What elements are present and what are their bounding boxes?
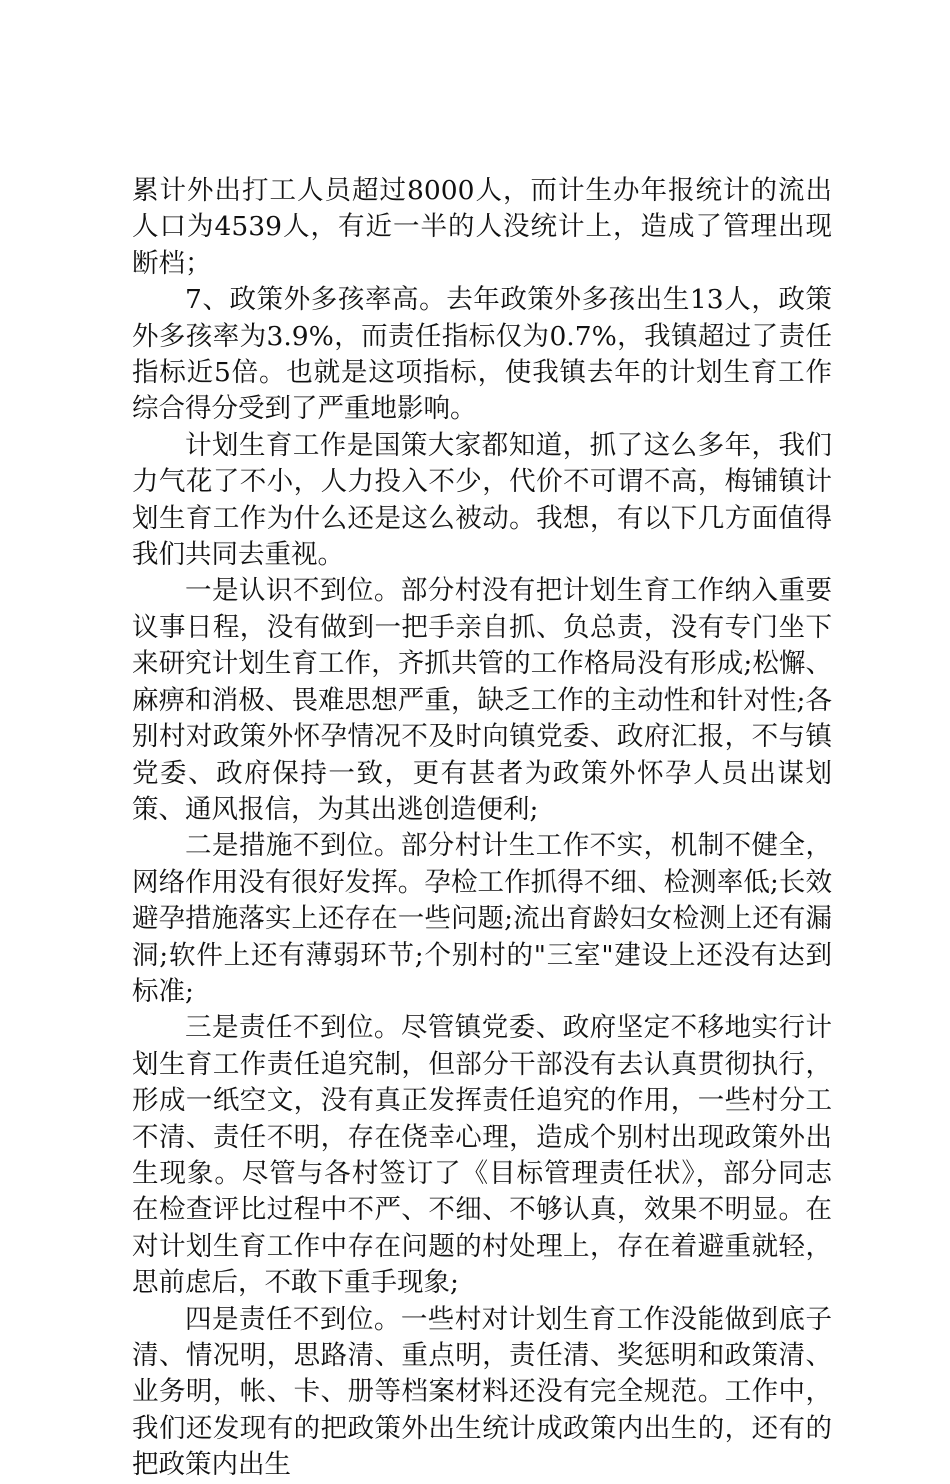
paragraph-multi-child-rate: 7、政策外多孩率高。去年政策外多孩出生13人，政策外多孩率为3.9%，而责任指标仅为0.7%，我镇超过了责任指标近5倍。也就是这项指标，使我镇去年的计划生育工作综合得分受到了严重地影响。 bbox=[132, 284, 832, 425]
paragraph-measures: 二是措施不到位。部分村计生工作不实，机制不健全，网络作用没有很好发挥。孕检工作抓得不细、检测率低;长效避孕措施落实上还存在一些问题;流出育龄妇女检测上还有漏洞;软件上还有薄弱环节;个别村的"三室"建设上还没有达到标准; bbox=[132, 830, 832, 1007]
paragraph-continuation: 累计外出打工人员超过8000人，而计生办年报统计的流出人口为4539人，有近一半的人没统计上，造成了管理出现断档； bbox=[132, 175, 832, 279]
document-body bbox=[132, 173, 832, 1484]
paragraph-national-policy: 计划生育工作是国策大家都知道，抓了这么多年，我们力气花了不小，人力投入不少，代价不可谓不高，梅铺镇计划生育工作为什么还是这么被动。我想，有以下几方面值得我们共同去重视。 bbox=[132, 429, 832, 571]
paragraph-responsibility: 三是责任不到位。尽管镇党委、政府坚定不移地实行计划生育工作责任追究制，但部分干部没有去认真贯彻执行，形成一纸空文，没有真正发挥责任追究的作用，一些村分工不清、责任不明，存在侥幸心理，造成个别村出现政策外出生现象。尽管与各村签订了《目标管理责任状》，部分同志在检查评比过程中不严、不细、不够认真，效果不明显。在对计划生育工作中存在问题的村处理上，存在着避重就轻，思前虑后，不敢下重手现象; bbox=[132, 1012, 832, 1299]
paragraph-awareness: 一是认识不到位。部分村没有把计划生育工作纳入重要议事日程，没有做到一把手亲自抓、负总责，没有专门坐下来研究计划生育工作，齐抓共管的工作格局没有形成;松懈、麻痹和消极、畏难思想严重，缺乏工作的主动性和针对性;各别村对政策外怀孕情况不及时向镇党委、政府汇报，不与镇党委、政府保持一致，更有甚者为政策外怀孕人员出谋划策、通风报信，为其出逃创造便利; bbox=[132, 575, 832, 825]
paragraph-responsibility-two: 四是责任不到位。一些村对计划生育工作没能做到底子清、情况明，思路清、重点明，责任清、奖惩明和政策清、业务明，帐、卡、册等档案材料还没有完全规范。工作中，我们还发现有的把政策外出生统计成政策内出生的，还有的把政策内出生 bbox=[132, 1303, 832, 1481]
